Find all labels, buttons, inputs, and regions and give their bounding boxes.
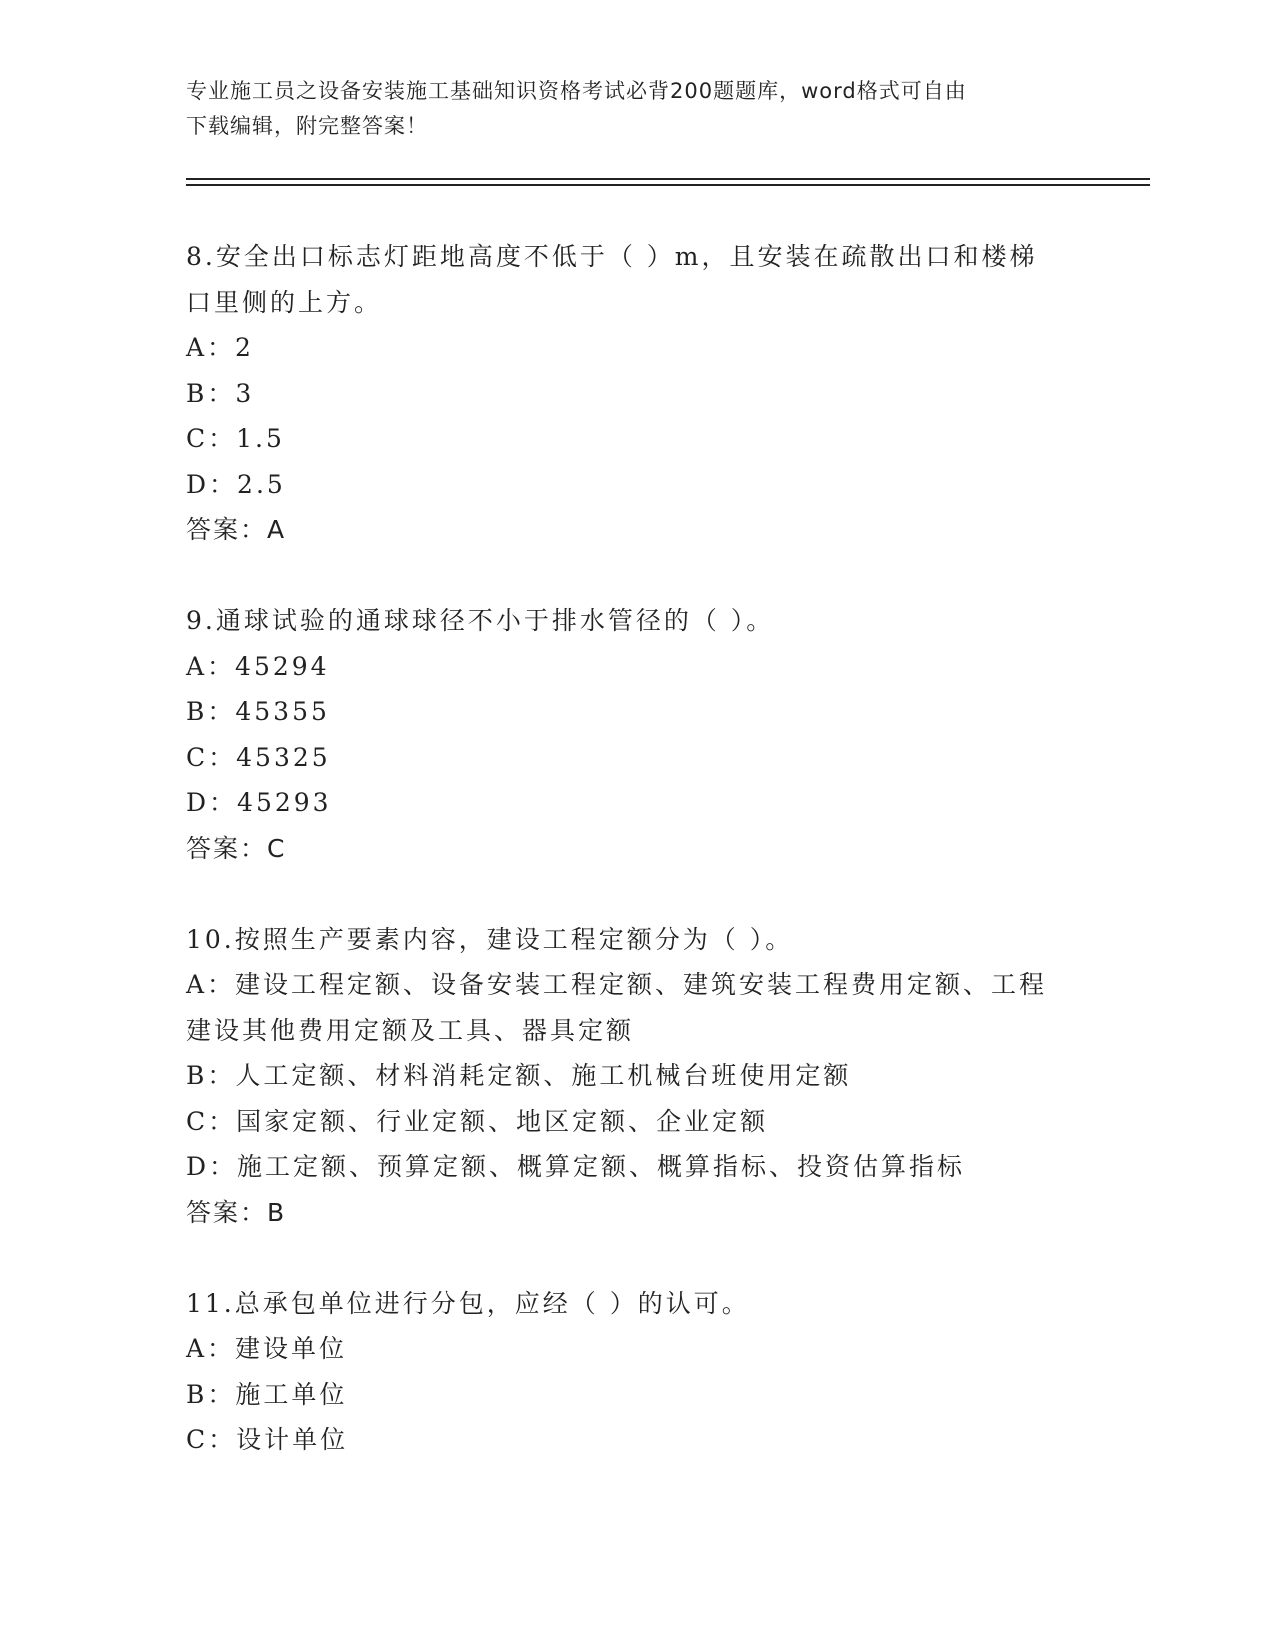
question-stem: 9.通球试验的通球球径不小于排水管径的（ ）。	[186, 606, 775, 635]
option-d: D：45293	[186, 788, 332, 817]
option-c: C：国家定额、行业定额、地区定额、企业定额	[186, 1106, 769, 1136]
header-divider-top	[186, 178, 1150, 180]
question-9	[186, 598, 1086, 871]
document-header	[186, 74, 1076, 144]
answer-label: 答案：C	[186, 833, 287, 863]
question-spacer	[186, 1235, 1086, 1281]
option-b: B：45355	[186, 697, 330, 726]
option-a: A：45294	[186, 651, 330, 681]
header-title-line-1: 专业施工员之设备安装施工基础知识资格考试必背200题题库，word格式可自由	[186, 79, 967, 103]
question-stem: 8.安全出口标志灯距地高度不低于（ ）m，且安装在疏散出口和楼梯	[186, 242, 1038, 271]
answer-label: 答案：A	[186, 515, 287, 544]
option-c: C：1.5	[186, 424, 285, 453]
option-a-continued: 建设其他费用定额及工具、器具定额	[186, 1015, 635, 1045]
question-spacer	[186, 871, 1086, 917]
question-spacer	[186, 553, 1086, 599]
question-stem-continued: 口里侧的上方。	[186, 287, 383, 317]
question-stem: 11.总承包单位进行分包，应经（ ）的认可。	[186, 1288, 750, 1318]
question-stem: 10.按照生产要素内容，建设工程定额分为（ ）。	[186, 924, 794, 954]
answer-label: 答案：B	[186, 1197, 287, 1227]
header-title-line-2: 下载编辑，附完整答案！	[186, 114, 428, 138]
question-10	[186, 917, 1086, 1236]
option-a: A：建设单位	[186, 1334, 348, 1363]
option-a: A：建设工程定额、设备安装工程定额、建筑安装工程费用定额、工程	[186, 970, 1048, 999]
option-a: A：2	[186, 333, 254, 362]
option-d: D：施工定额、预算定额、概算定额、概算指标、投资估算指标	[186, 1152, 966, 1181]
option-b: B：施工单位	[186, 1379, 348, 1409]
option-c: C：45325	[186, 742, 331, 772]
option-b: B：人工定额、材料消耗定额、施工机械台班使用定额	[186, 1061, 852, 1090]
option-b: B：3	[186, 378, 255, 408]
question-8	[186, 234, 1086, 553]
option-d: D：2.5	[186, 469, 286, 499]
header-divider-bottom	[186, 184, 1150, 186]
question-list	[186, 234, 1086, 1463]
option-c: C：设计单位	[186, 1425, 349, 1454]
question-11	[186, 1281, 1086, 1463]
